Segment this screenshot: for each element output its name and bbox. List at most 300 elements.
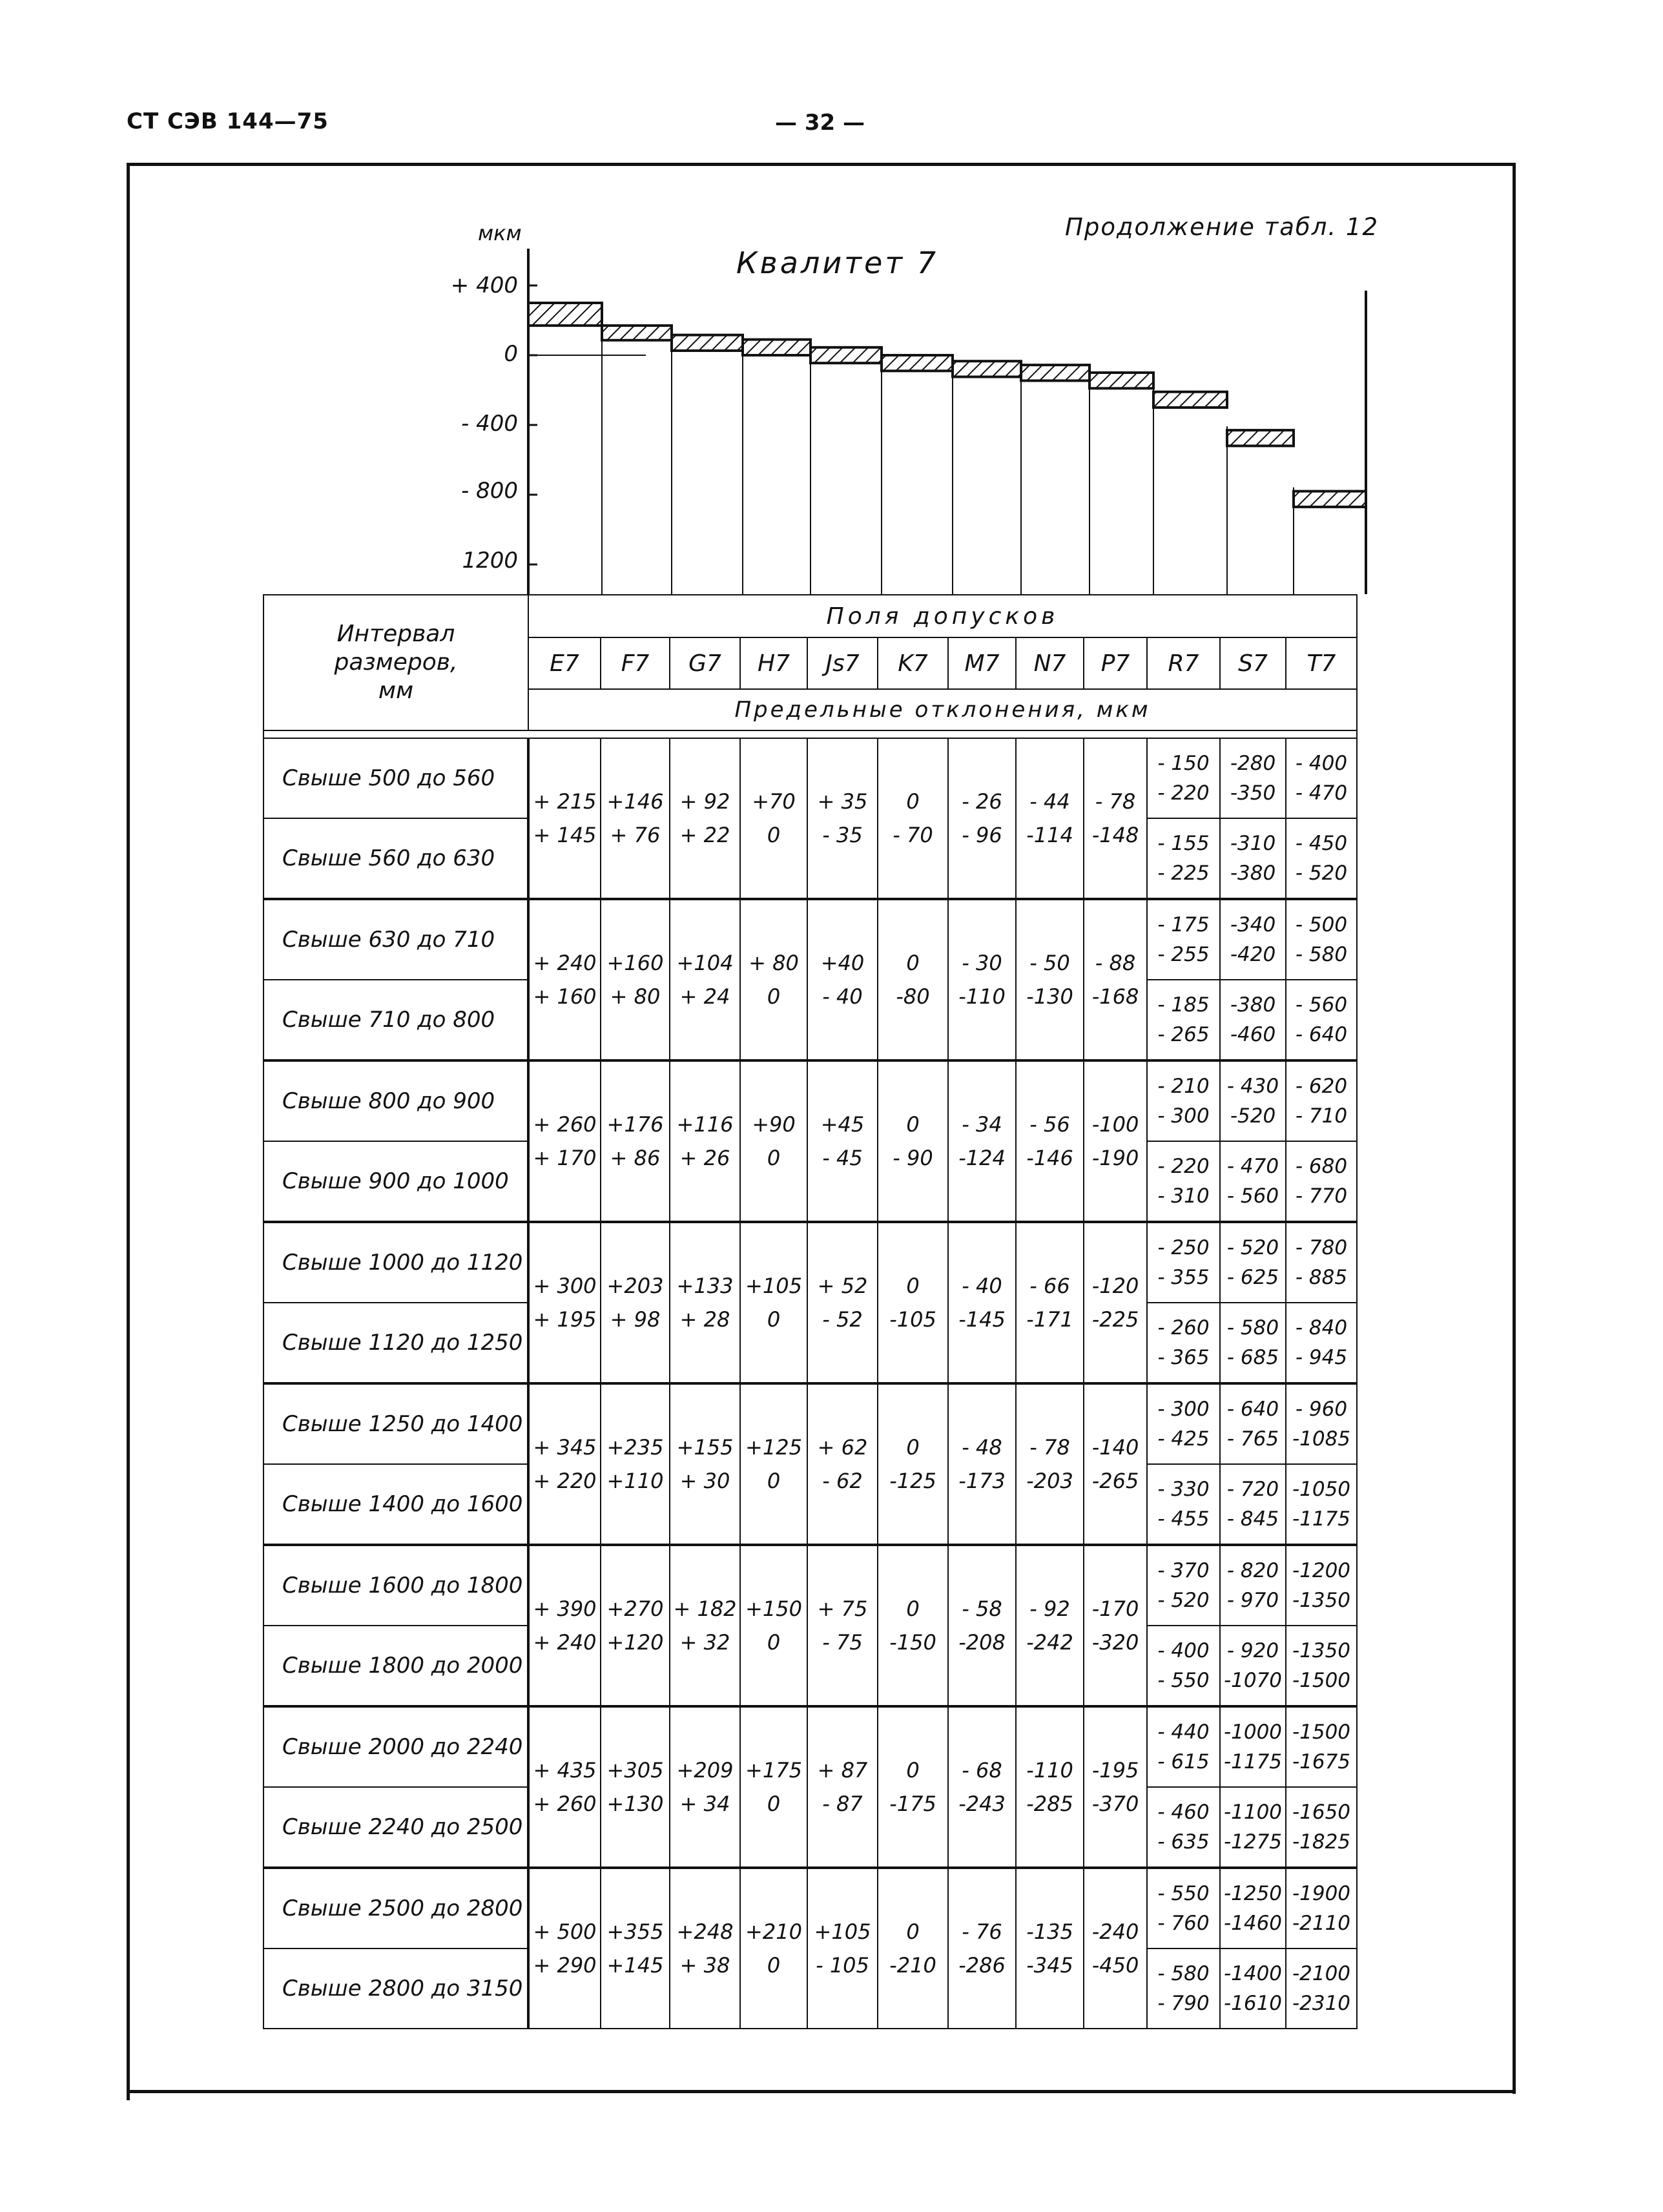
lower-deviation: -345 [1026, 1953, 1073, 1978]
upper-deviation: -135 [1026, 1919, 1073, 1944]
deviation-cell-t7 [1286, 1706, 1357, 1787]
lower-deviation: -210 [889, 1953, 936, 1978]
deviation-cell-k7 [878, 1706, 948, 1868]
deviation-cell-e7 [528, 1383, 601, 1545]
lower-deviation: -203 [1026, 1469, 1073, 1493]
deviation-cell-m7 [948, 1706, 1016, 1868]
deviation-cell-js7 [807, 1222, 878, 1383]
upper-deviation: + 92 [679, 789, 730, 814]
deviation-cell-f7 [601, 899, 670, 1060]
upper-deviation: + 80 [749, 951, 799, 975]
deviation-cell-k7 [878, 1383, 948, 1545]
upper-deviation: - 30 [962, 951, 1002, 975]
upper-deviation: - 68 [962, 1758, 1002, 1783]
deviation-cell-t7 [1286, 899, 1357, 980]
chart-bars-group [528, 303, 1366, 507]
lower-deviation: - 790 [1157, 1992, 1210, 2015]
lower-deviation: - 265 [1157, 1023, 1210, 1046]
lower-deviation: - 220 [1157, 781, 1210, 805]
table-row [263, 899, 1357, 980]
upper-deviation: - 460 [1157, 1801, 1210, 1824]
upper-deviation: - 330 [1157, 1478, 1210, 1501]
deviation-cell-t7 [1286, 1787, 1357, 1868]
upper-deviation: +125 [745, 1435, 802, 1460]
lower-deviation: -171 [1026, 1307, 1073, 1332]
table-row [263, 1868, 1357, 1948]
deviation-cell-n7 [1016, 1383, 1084, 1545]
deviation-cell-e7 [528, 738, 601, 899]
lower-deviation: - 845 [1226, 1507, 1279, 1531]
deviation-cell-p7 [1084, 1383, 1147, 1545]
tolerance-code-f7: F7 [601, 637, 670, 689]
deviation-cell-s7 [1220, 1545, 1286, 1626]
size-interval-cell: Свыше 1120 до 1250 [263, 1303, 528, 1383]
table-row [263, 738, 1357, 818]
upper-deviation: -110 [1026, 1758, 1073, 1783]
deviation-cell-e7 [528, 1545, 601, 1706]
upper-deviation: -1350 [1292, 1639, 1351, 1662]
deviation-cell-e7 [528, 1222, 601, 1383]
upper-deviation: - 400 [1295, 752, 1348, 775]
deviation-cell-t7 [1286, 1222, 1357, 1303]
upper-deviation: - 780 [1295, 1236, 1348, 1259]
tolerance-bar-g7 [672, 335, 743, 351]
upper-deviation: +150 [745, 1597, 802, 1621]
upper-deviation: + 87 [817, 1758, 868, 1783]
deviation-cell-h7 [740, 1868, 807, 2029]
lower-deviation: -130 [1026, 984, 1073, 1009]
lower-deviation: -175 [889, 1792, 936, 1816]
deviation-cell-p7 [1084, 1060, 1147, 1222]
lower-deviation: - 300 [1157, 1104, 1210, 1128]
deviation-cell-n7 [1016, 1060, 1084, 1222]
size-interval-cell: Свыше 1600 до 1800 [263, 1545, 528, 1626]
deviation-cell-k7 [878, 1060, 948, 1222]
upper-deviation: -380 [1230, 993, 1276, 1017]
deviation-cell-r7 [1147, 1303, 1220, 1383]
upper-deviation: - 260 [1157, 1316, 1210, 1339]
upper-deviation: - 150 [1157, 752, 1210, 775]
deviation-cell-k7 [878, 1222, 948, 1383]
deviation-cell-p7 [1084, 899, 1147, 1060]
upper-deviation: +104 [676, 951, 734, 975]
lower-deviation: + 32 [679, 1630, 730, 1655]
size-interval-cell: Свыше 900 до 1000 [263, 1141, 528, 1222]
upper-deviation: +235 [606, 1435, 664, 1460]
tolerance-bar-h7 [743, 340, 811, 355]
lower-deviation: + 220 [533, 1469, 597, 1493]
deviation-cell-t7 [1286, 1464, 1357, 1545]
upper-deviation: +305 [606, 1758, 664, 1783]
lower-deviation: -350 [1230, 781, 1276, 805]
lower-deviation: - 580 [1295, 943, 1348, 966]
upper-deviation: 0 [906, 789, 920, 814]
upper-deviation: + 240 [533, 951, 597, 975]
lower-deviation: -520 [1230, 1104, 1276, 1128]
size-interval-cell: Свыше 2500 до 2800 [263, 1868, 528, 1948]
lower-deviation: -148 [1091, 823, 1139, 847]
deviation-cell-f7 [601, 1060, 670, 1222]
upper-deviation: + 435 [533, 1758, 597, 1783]
table-spacer-cell [263, 730, 1357, 738]
lower-deviation: + 24 [679, 984, 730, 1009]
deviation-cell-s7 [1220, 899, 1286, 980]
upper-deviation: - 370 [1157, 1559, 1210, 1582]
deviation-cell-n7 [1016, 899, 1084, 1060]
lower-deviation: -420 [1230, 943, 1276, 966]
deviation-cell-r7 [1147, 818, 1220, 899]
upper-deviation: +45 [820, 1112, 865, 1137]
upper-deviation: - 78 [1029, 1435, 1070, 1460]
lower-deviation: + 30 [679, 1469, 730, 1493]
deviation-cell-t7 [1286, 1545, 1357, 1626]
upper-deviation: - 640 [1226, 1398, 1279, 1421]
deviation-cell-p7 [1084, 1868, 1147, 2029]
y-tick-label: - 400 [461, 411, 518, 437]
upper-deviation: -140 [1091, 1435, 1139, 1460]
upper-deviation: - 88 [1095, 951, 1136, 975]
tolerance-bar-js7 [811, 347, 882, 363]
lower-deviation: -105 [889, 1307, 936, 1332]
deviation-cell-r7 [1147, 738, 1220, 818]
lower-deviation: + 26 [679, 1146, 730, 1170]
upper-deviation: -340 [1230, 913, 1276, 936]
upper-deviation: -1650 [1292, 1801, 1351, 1824]
upper-deviation: + 390 [533, 1597, 597, 1621]
lower-deviation: -110 [958, 984, 1006, 1009]
deviation-cell-t7 [1286, 738, 1357, 818]
upper-deviation: -120 [1091, 1274, 1139, 1298]
lower-deviation: + 34 [679, 1792, 730, 1816]
lower-deviation: -80 [896, 984, 930, 1009]
lower-deviation: -150 [889, 1630, 936, 1655]
y-tick-label: + 400 [450, 273, 518, 298]
chart-axis-group [528, 249, 1366, 594]
upper-deviation: -310 [1230, 832, 1276, 855]
lower-deviation: -125 [889, 1469, 936, 1493]
tolerance-fields-chart [0, 0, 1663, 601]
deviation-cell-s7 [1220, 1303, 1286, 1383]
deviation-cell-s7 [1220, 1060, 1286, 1141]
upper-deviation: -1400 [1223, 1962, 1283, 1985]
deviation-cell-r7 [1147, 1545, 1220, 1626]
lower-deviation: -1085 [1292, 1427, 1351, 1451]
lower-deviation: -173 [958, 1469, 1006, 1493]
lower-deviation: - 52 [822, 1307, 863, 1332]
deviation-cell-g7 [670, 899, 740, 1060]
size-interval-cell: Свыше 1250 до 1400 [263, 1383, 528, 1464]
tolerance-bar-k7 [882, 355, 953, 371]
deviation-cell-r7 [1147, 1706, 1220, 1787]
upper-deviation: - 430 [1226, 1075, 1279, 1098]
tolerance-code-s7: S7 [1220, 637, 1286, 689]
upper-deviation: +203 [606, 1274, 664, 1298]
upper-deviation: +210 [745, 1919, 802, 1944]
upper-deviation: - 680 [1295, 1155, 1348, 1178]
upper-deviation: - 210 [1157, 1075, 1210, 1098]
upper-deviation: + 75 [817, 1597, 868, 1621]
upper-deviation: - 78 [1095, 789, 1136, 814]
table-row [263, 1383, 1357, 1464]
lower-deviation: + 80 [610, 984, 661, 1009]
tolerance-code-m7: M7 [948, 637, 1016, 689]
lower-deviation: -190 [1091, 1146, 1139, 1170]
deviation-cell-r7 [1147, 1626, 1220, 1706]
deviation-cell-m7 [948, 1868, 1016, 2029]
table-spacer-row [263, 730, 1357, 738]
lower-deviation: -1500 [1292, 1669, 1351, 1692]
deviation-cell-r7 [1147, 1222, 1220, 1303]
upper-deviation: -1100 [1223, 1801, 1283, 1824]
upper-deviation: - 960 [1295, 1398, 1348, 1421]
standard-code: СТ СЭВ 144—75 [127, 109, 329, 134]
deviation-cell-js7 [807, 1060, 878, 1222]
deviation-cell-f7 [601, 1706, 670, 1868]
deviation-cell-e7 [528, 1706, 601, 1868]
deviation-cell-k7 [878, 899, 948, 1060]
lower-deviation: - 45 [822, 1146, 863, 1170]
lower-deviation: 0 [767, 1953, 781, 1978]
upper-deviation: -240 [1091, 1919, 1139, 1944]
lower-deviation: + 22 [679, 823, 730, 847]
chart-title: Квалитет 7 [736, 245, 939, 280]
upper-deviation: 0 [906, 1435, 920, 1460]
table-continuation-label: Продолжение табл. 12 [1065, 213, 1379, 241]
upper-deviation: +70 [752, 789, 796, 814]
size-interval-cell: Свыше 500 до 560 [263, 738, 528, 818]
upper-deviation: + 300 [533, 1274, 597, 1298]
lower-deviation: + 240 [533, 1630, 597, 1655]
deviation-cell-h7 [740, 1545, 807, 1706]
lower-deviation: - 710 [1295, 1104, 1348, 1128]
size-interval-cell: Свыше 560 до 630 [263, 818, 528, 899]
deviation-cell-r7 [1147, 899, 1220, 980]
lower-deviation: - 550 [1157, 1669, 1210, 1692]
tolerance-code-k7: K7 [878, 637, 948, 689]
upper-deviation: - 580 [1157, 1962, 1210, 1985]
deviation-cell-t7 [1286, 1868, 1357, 1948]
lower-deviation: -1175 [1292, 1507, 1351, 1531]
tolerance-bar-m7 [953, 361, 1021, 377]
deviation-cell-r7 [1147, 1868, 1220, 1948]
deviation-cell-m7 [948, 738, 1016, 899]
deviation-cell-t7 [1286, 1948, 1357, 2029]
tolerance-code-t7: T7 [1286, 637, 1357, 689]
upper-deviation: - 40 [962, 1274, 1002, 1298]
deviation-cell-m7 [948, 899, 1016, 1060]
upper-deviation: - 92 [1029, 1597, 1070, 1621]
tolerance-code-r7: R7 [1147, 637, 1220, 689]
lower-deviation: -2110 [1292, 1912, 1351, 1935]
chart-y-unit: мкм [478, 221, 522, 245]
lower-deviation: 0 [767, 823, 781, 847]
upper-deviation: -1900 [1292, 1882, 1351, 1905]
lower-deviation: -124 [958, 1146, 1006, 1170]
lower-deviation: +120 [606, 1630, 664, 1655]
lower-deviation: - 225 [1157, 862, 1210, 885]
deviation-cell-m7 [948, 1545, 1016, 1706]
deviation-cell-n7 [1016, 1545, 1084, 1706]
lower-deviation: -242 [1026, 1630, 1073, 1655]
table-row [263, 1222, 1357, 1303]
size-interval-cell: Свыше 800 до 900 [263, 1060, 528, 1141]
tolerance-bar-t7 [1294, 491, 1366, 507]
tolerance-bar-r7 [1153, 392, 1227, 408]
deviation-cell-s7 [1220, 1948, 1286, 2029]
tolerance-code-h7: H7 [740, 637, 807, 689]
lower-deviation: - 62 [822, 1469, 863, 1493]
deviation-cell-s7 [1220, 818, 1286, 899]
lower-deviation: -380 [1230, 862, 1276, 885]
upper-deviation: +40 [820, 951, 865, 975]
lower-deviation: - 90 [893, 1146, 933, 1170]
lower-deviation: + 160 [533, 984, 597, 1009]
frame-bottom-border [127, 2090, 1515, 2093]
tolerance-code-e7: E7 [528, 637, 601, 689]
deviation-cell-t7 [1286, 980, 1357, 1060]
upper-deviation: +105 [814, 1919, 871, 1944]
upper-deviation: 0 [906, 1274, 920, 1298]
upper-deviation: +175 [745, 1758, 802, 1783]
deviation-cell-s7 [1220, 1222, 1286, 1303]
lower-deviation: 0 [767, 1307, 781, 1332]
lower-deviation: -1350 [1292, 1589, 1351, 1612]
tolerance-table [263, 594, 1358, 2029]
lower-deviation: + 145 [533, 823, 597, 847]
interval-header-cell [263, 595, 528, 730]
deviation-cell-p7 [1084, 1545, 1147, 1706]
deviation-cell-p7 [1084, 1222, 1147, 1383]
lower-deviation: 0 [767, 1792, 781, 1816]
lower-deviation: + 28 [679, 1307, 730, 1332]
upper-deviation: 0 [906, 1597, 920, 1621]
lower-deviation: -285 [1026, 1792, 1073, 1816]
deviation-cell-s7 [1220, 980, 1286, 1060]
lower-deviation: - 470 [1295, 781, 1348, 805]
deviation-cell-m7 [948, 1060, 1016, 1222]
upper-deviation: +146 [606, 789, 664, 814]
upper-deviation: + 345 [533, 1435, 597, 1460]
lower-deviation: + 76 [610, 823, 661, 847]
upper-deviation: +355 [606, 1919, 664, 1944]
lower-deviation: - 455 [1157, 1507, 1210, 1531]
deviation-cell-f7 [601, 1383, 670, 1545]
deviation-cell-n7 [1016, 738, 1084, 899]
deviation-cell-g7 [670, 1383, 740, 1545]
upper-deviation: - 50 [1029, 951, 1070, 975]
deviation-cell-m7 [948, 1222, 1016, 1383]
lower-deviation: - 685 [1226, 1346, 1279, 1369]
lower-deviation: + 170 [533, 1146, 597, 1170]
lower-deviation: - 105 [816, 1953, 869, 1978]
upper-deviation: -1250 [1223, 1882, 1283, 1905]
upper-deviation: - 920 [1226, 1639, 1279, 1662]
upper-deviation: -1200 [1292, 1559, 1351, 1582]
lower-deviation: -243 [958, 1792, 1006, 1816]
upper-deviation: - 620 [1295, 1075, 1348, 1098]
lower-deviation: - 885 [1295, 1266, 1348, 1289]
y-tick-label: 0 [504, 341, 518, 367]
deviation-cell-s7 [1220, 1706, 1286, 1787]
deviation-cell-js7 [807, 738, 878, 899]
lower-deviation: 0 [767, 1630, 781, 1655]
upper-deviation: - 520 [1226, 1236, 1279, 1259]
deviation-cell-h7 [740, 899, 807, 1060]
tolerance-code-g7: G7 [670, 637, 740, 689]
upper-deviation: - 720 [1226, 1478, 1279, 1501]
lower-deviation: + 38 [679, 1953, 730, 1978]
upper-deviation: - 300 [1157, 1398, 1210, 1421]
upper-deviation: - 550 [1157, 1882, 1210, 1905]
lower-deviation: - 770 [1295, 1184, 1348, 1208]
upper-deviation: 0 [906, 1112, 920, 1137]
interval-header-line: размеров, [334, 649, 458, 676]
tolerance-bar-e7 [528, 303, 602, 326]
lower-deviation: -265 [1091, 1469, 1139, 1493]
deviation-cell-k7 [878, 738, 948, 899]
deviation-cell-n7 [1016, 1706, 1084, 1868]
deviation-cell-n7 [1016, 1222, 1084, 1383]
upper-deviation: - 580 [1226, 1316, 1279, 1339]
tolerance-code-n7: N7 [1016, 637, 1084, 689]
deviation-cell-g7 [670, 1222, 740, 1383]
deviation-cell-g7 [670, 1706, 740, 1868]
upper-deviation: - 76 [962, 1919, 1002, 1944]
deviation-cell-e7 [528, 1868, 601, 2029]
size-interval-cell: Свыше 1400 до 1600 [263, 1464, 528, 1545]
deviation-cell-g7 [670, 1545, 740, 1706]
upper-deviation: - 440 [1157, 1721, 1210, 1744]
upper-deviation: + 35 [817, 789, 868, 814]
lower-deviation: -145 [958, 1307, 1006, 1332]
deviation-cell-r7 [1147, 1464, 1220, 1545]
deviation-cell-t7 [1286, 1303, 1357, 1383]
lower-deviation: - 635 [1157, 1830, 1210, 1854]
deviation-cell-f7 [601, 738, 670, 899]
upper-deviation: - 48 [962, 1435, 1002, 1460]
table-row [263, 1706, 1357, 1787]
upper-deviation: + 52 [817, 1274, 868, 1298]
interval-header-line: мм [378, 677, 414, 704]
tolerance-code-p7: P7 [1084, 637, 1147, 689]
deviation-cell-t7 [1286, 818, 1357, 899]
deviation-cell-e7 [528, 1060, 601, 1222]
deviation-cell-t7 [1286, 1626, 1357, 1706]
deviation-cell-r7 [1147, 1948, 1220, 2029]
upper-deviation: - 500 [1295, 913, 1348, 936]
upper-deviation: - 400 [1157, 1639, 1210, 1662]
deviation-cell-h7 [740, 738, 807, 899]
lower-deviation: +145 [606, 1953, 664, 1978]
size-interval-cell: Свыше 1800 до 2000 [263, 1626, 528, 1706]
lower-deviation: -146 [1026, 1146, 1073, 1170]
deviation-cell-r7 [1147, 1787, 1220, 1868]
upper-deviation: +209 [676, 1758, 734, 1783]
upper-deviation: - 250 [1157, 1236, 1210, 1259]
deviation-cell-f7 [601, 1868, 670, 2029]
tolerance-bar-s7 [1227, 430, 1294, 446]
lower-deviation: - 625 [1226, 1266, 1279, 1289]
tolerance-bar-n7 [1021, 365, 1090, 380]
lower-deviation: -1825 [1292, 1830, 1351, 1854]
lower-deviation: 0 [767, 1469, 781, 1493]
tolerance-bar-f7 [602, 326, 672, 340]
upper-deviation: - 220 [1157, 1155, 1210, 1178]
lower-deviation: - 96 [962, 823, 1002, 847]
deviation-cell-r7 [1147, 1141, 1220, 1222]
upper-deviation: - 56 [1029, 1112, 1070, 1137]
lower-deviation: - 970 [1226, 1589, 1279, 1612]
